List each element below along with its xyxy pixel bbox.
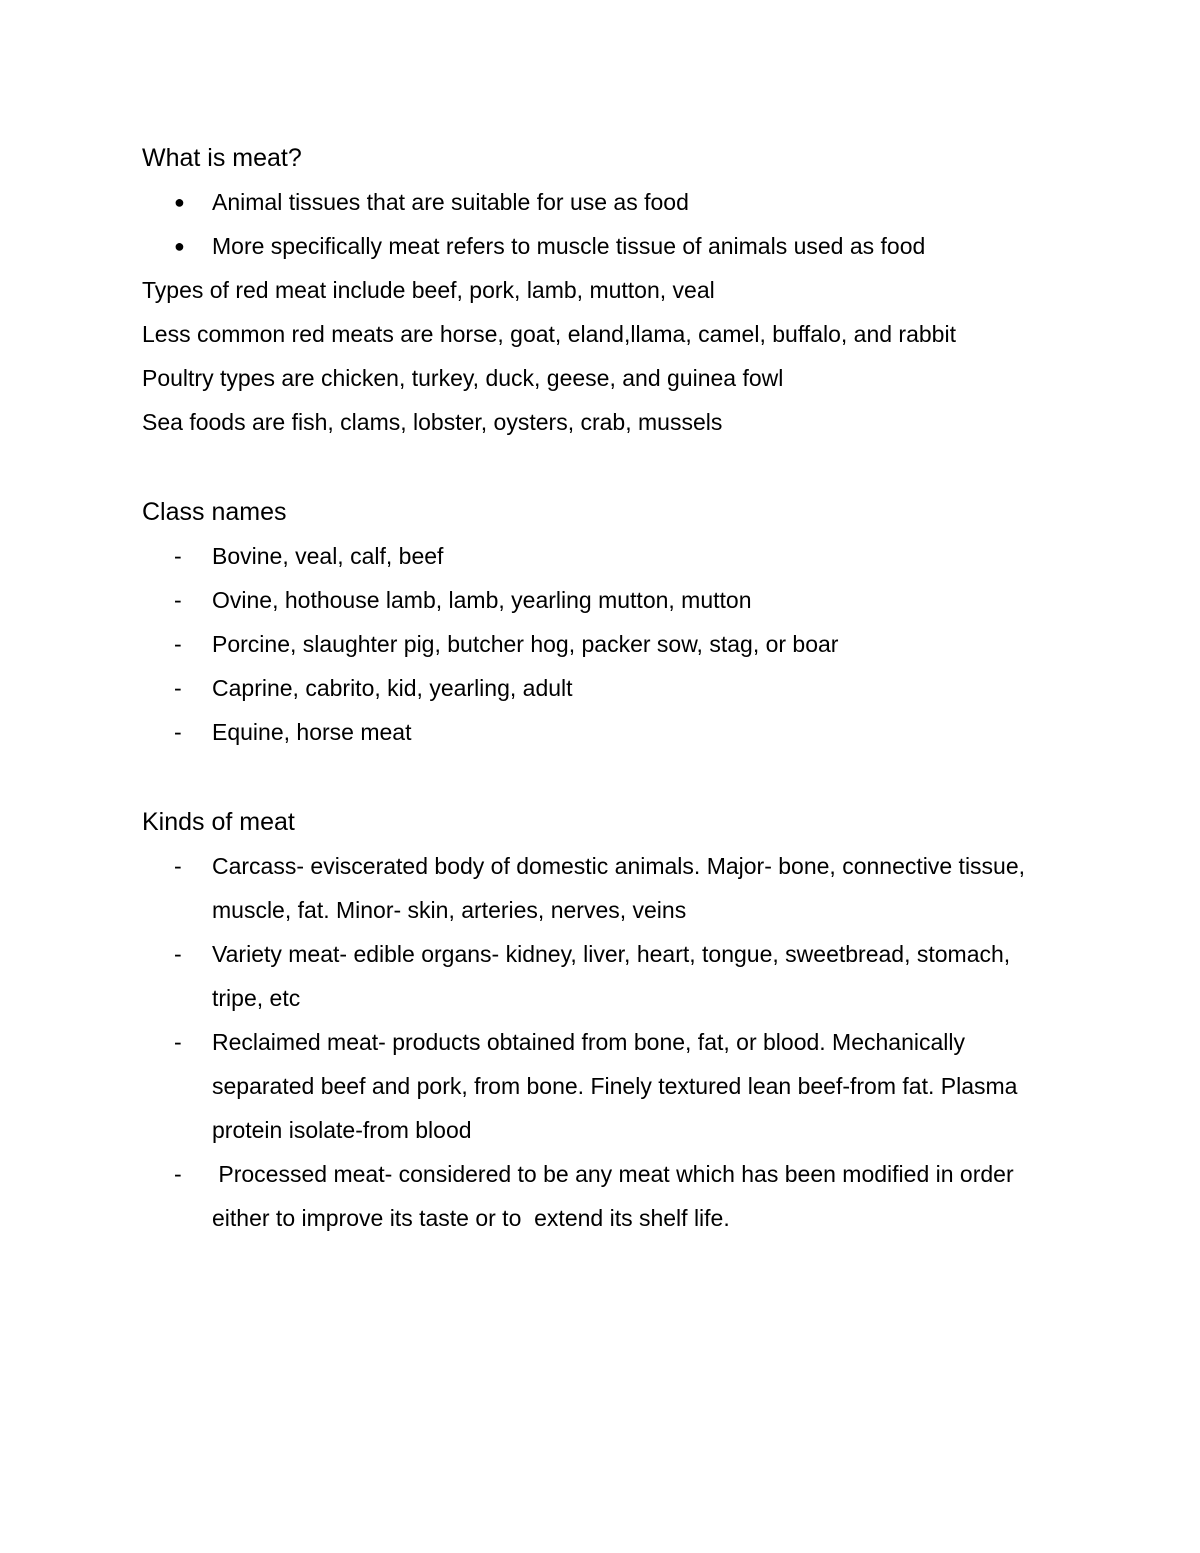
list-item-text: Ovine, hothouse lamb, lamb, yearling mutton, mutton [212,587,752,613]
list-item [142,534,1062,578]
section-heading-class-names: Class names [142,498,287,526]
dash-list [142,844,1062,1240]
list-item [142,844,1062,932]
list-item-text: Processed meat- considered to be any meat which has been modified in order either to improve its taste or to extend its shelf life. [212,1161,1020,1231]
bullet-text: More specifically meat refers to muscle tissue of animals used as food [212,233,926,259]
bullet-item [142,180,1062,224]
paragraph-line: Poultry types are chicken, turkey, duck, geese, and guinea fowl [142,365,784,391]
dash-marker: - [174,675,182,701]
list-item-text: Equine, horse meat [212,719,412,745]
bullet-text: Animal tissues that are suitable for use as food [212,189,689,215]
dash-marker: - [174,853,182,879]
list-item [142,1020,1062,1152]
list-item-text: Porcine, slaughter pig, butcher hog, packer sow, stag, or boar [212,631,839,657]
list-item-text: Bovine, veal, calf, beef [212,543,444,569]
blank-line [142,754,1062,800]
dash-marker: - [174,941,182,967]
paragraph-line: Less common red meats are horse, goat, eland,llama, camel, buffalo, and rabbit [142,321,956,347]
paragraph-line: Types of red meat include beef, pork, lamb, mutton, veal [142,277,715,303]
list-item-text: Caprine, cabrito, kid, yearling, adult [212,675,573,701]
bullet-marker: ● [174,236,185,256]
dash-marker: - [174,719,182,745]
list-item [142,578,1062,622]
document-content [142,136,1062,1240]
dash-marker: - [174,543,182,569]
dash-list [142,534,1062,754]
dash-marker: - [174,1029,182,1055]
paragraph-line: Sea foods are fish, clams, lobster, oysters, crab, mussels [142,409,723,435]
dash-marker: - [174,1161,182,1187]
list-item [142,666,1062,710]
dash-marker: - [174,587,182,613]
bullet-list [142,180,1062,268]
list-item-text: Variety meat- edible organs- kidney, liver, heart, tongue, sweetbread, stomach, tripe, etc [212,941,1011,1011]
list-item-text: Reclaimed meat- products obtained from bone, fat, or blood. Mechanically separated beef and pork, from bone. Finely textured lean beef-from fat. Plasma protein isolate-from blood [212,1029,1018,1143]
list-item-text: Carcass- eviscerated body of domestic animals. Major- bone, connective tissue, muscle, fat. Minor- skin, arteries, nerves, veins [212,853,1026,923]
list-item [142,1152,1062,1240]
blank-line [142,444,1062,490]
bullet-item [142,224,1062,268]
section-heading-what-is-meat: What is meat? [142,144,302,172]
list-item [142,710,1062,754]
bullet-marker: ● [174,192,185,212]
dash-marker: - [174,631,182,657]
list-item [142,622,1062,666]
section-heading-kinds-of-meat: Kinds of meat [142,808,295,836]
list-item [142,932,1062,1020]
